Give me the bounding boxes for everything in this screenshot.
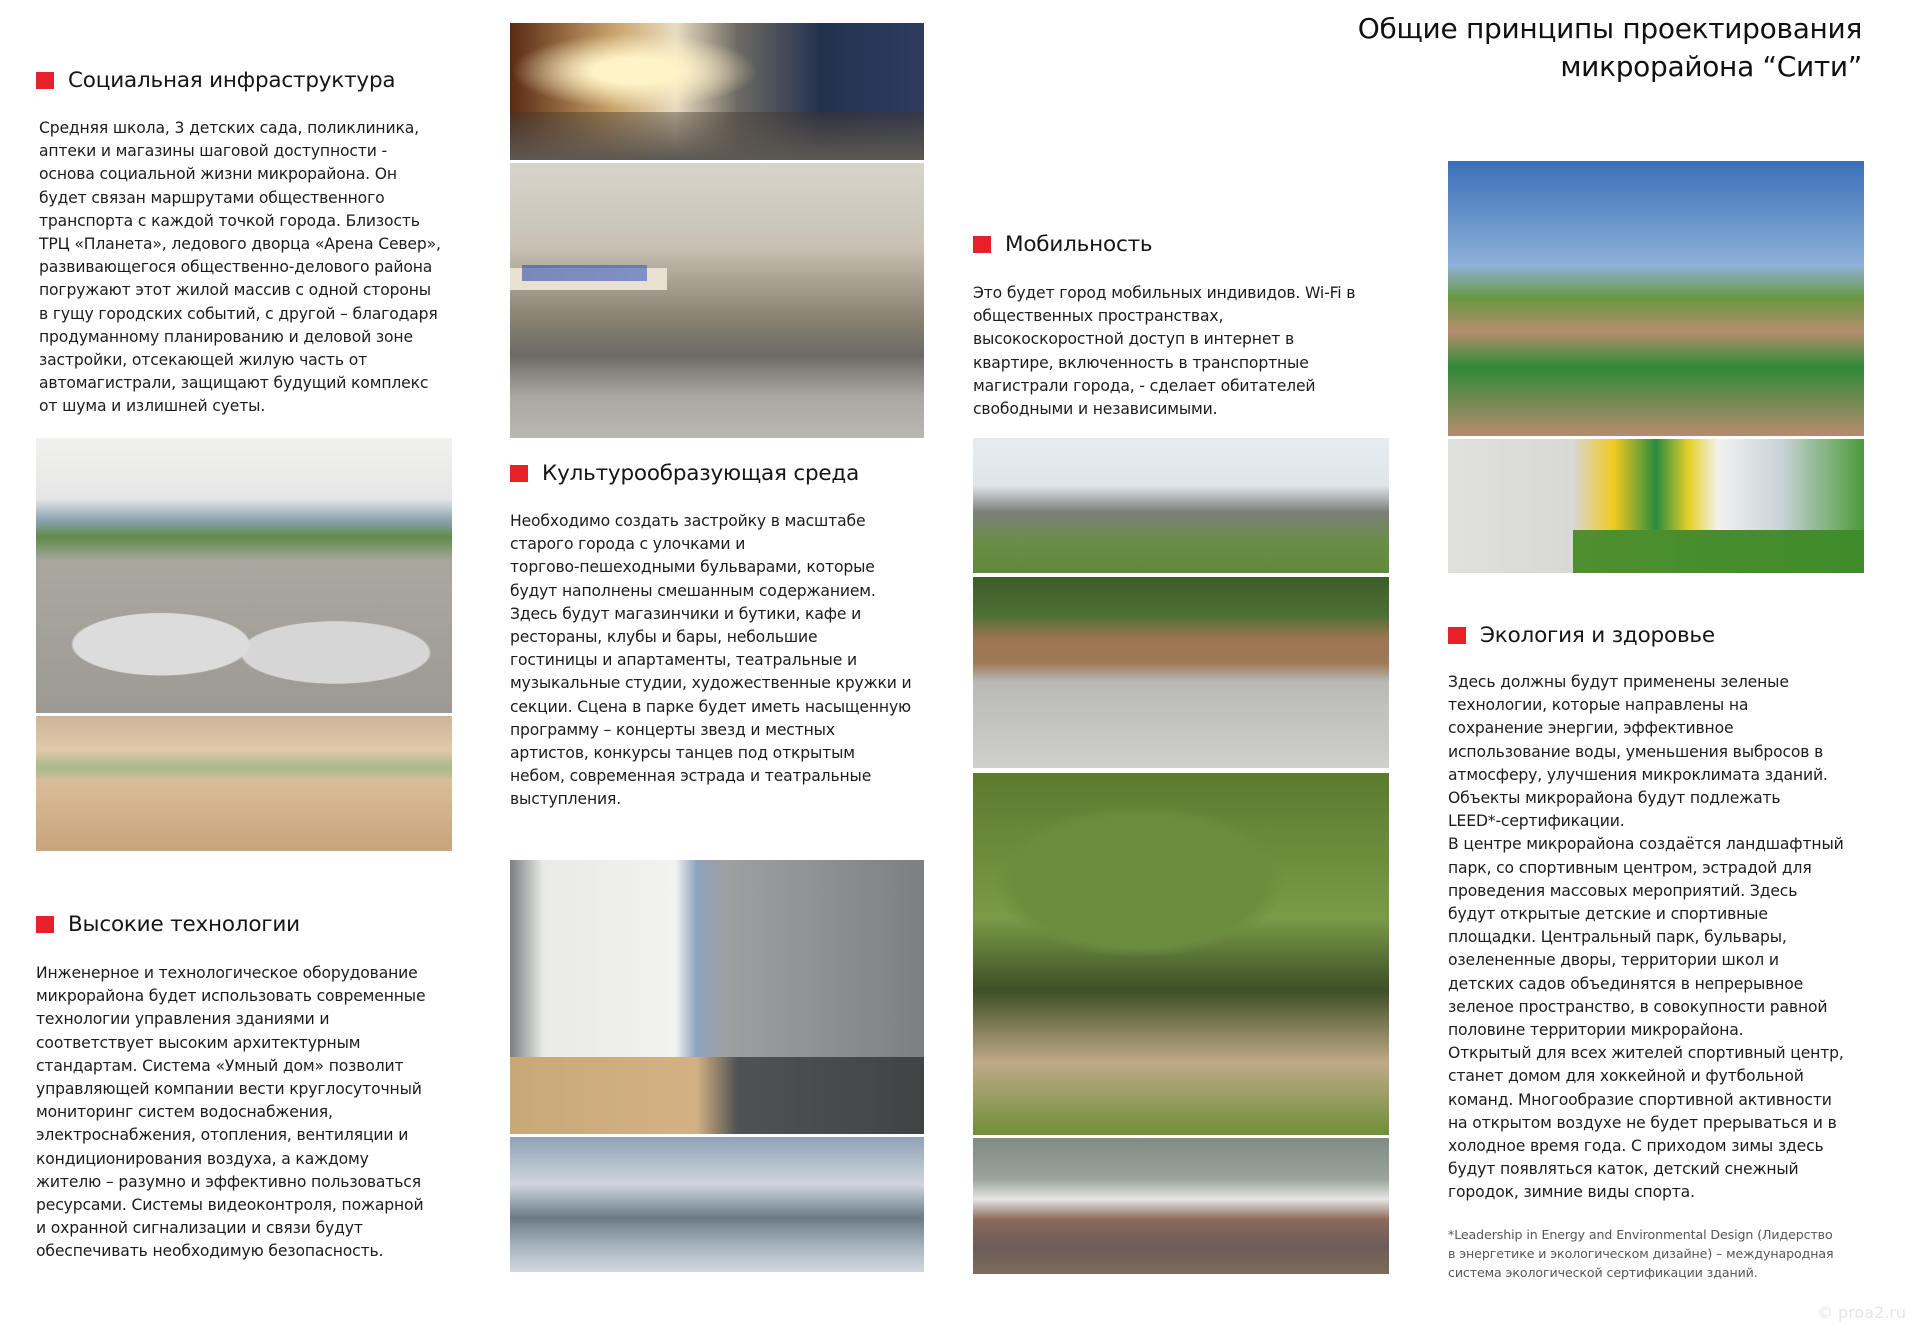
text-line: электроснабжения, отопления, вентиляции и	[36, 1126, 409, 1145]
text-line: гостиницы и апартаменты, театральные и	[510, 651, 857, 670]
text-line: транспорта с каждой точкой города. Близость	[39, 211, 420, 230]
section-heading-text: Мобильность	[1005, 232, 1153, 257]
section-body-social	[39, 117, 441, 419]
text-line: площадки. Центральный парк, бульвары,	[1448, 928, 1787, 947]
text-line: Здесь будут магазинчики и бутики, кафе и	[510, 604, 862, 623]
text-line: Средняя школа, 3 детских сада, поликлиника,	[39, 119, 419, 137]
photo-night-street	[510, 23, 924, 160]
text-line: основа социальной жизни микрорайона. Он	[39, 165, 397, 184]
red-square-bullet-icon	[973, 236, 991, 253]
section-body-mobility	[973, 282, 1355, 421]
text-line: LEED*-сертификации.	[1448, 812, 1625, 831]
text-line: секции. Сцена в парке будет иметь насыщенную	[510, 697, 912, 716]
text-line: старого города с улочками и	[510, 535, 746, 554]
text-line: небом, современная эстрада и театральные	[510, 767, 872, 786]
text-line: парк, со спортивным центром, эстрадой для	[1448, 858, 1812, 877]
text-line: обеспечивать необходимую безопасность.	[36, 1242, 384, 1261]
text-line: будет связан маршрутами общественного	[39, 188, 385, 207]
page-title	[1358, 10, 1862, 86]
text-line: Объекты микрорайона будут подлежать	[1448, 789, 1781, 808]
text-line: будут открытые детские и спортивные	[1448, 905, 1768, 924]
section-heading-text: Культурообразующая среда	[542, 461, 860, 486]
text-line: сохранение энергии, эффективное	[1448, 719, 1734, 738]
text-line: свободными и независимыми.	[973, 400, 1218, 419]
text-line: в энергетике и экологическом дизайне) – международная	[1448, 1246, 1834, 1261]
text-line: атмосферу, улучшения микроклимата зданий.	[1448, 765, 1828, 784]
text-line: Необходимо создать застройку в масштабе	[510, 512, 866, 530]
photo-residential-field	[973, 438, 1389, 573]
text-line: будут появляться каток, детский снежный	[1448, 1160, 1799, 1179]
text-line: квартире, включенность в транспортные	[973, 353, 1309, 372]
text-line: зеленое пространство, в совокупности равной	[1448, 997, 1828, 1016]
text-line: соответствует высоким архитектурным	[36, 1033, 361, 1052]
text-line: высокоскоростной доступ в интернет в	[973, 330, 1295, 349]
red-square-bullet-icon	[510, 465, 528, 482]
text-line: жителю – разумно и эффективно пользоваться	[36, 1172, 421, 1191]
text-line: городок, зимние виды спорта.	[1448, 1183, 1695, 1202]
text-line: и охранной сигнализации и связи будут	[36, 1219, 363, 1238]
photo-tree-alley	[973, 773, 1389, 1135]
section-heading-ecology	[1448, 623, 1715, 648]
section-body-ecology	[1448, 671, 1844, 1205]
watermark: © proa2.ru	[1816, 1303, 1906, 1322]
text-line: микрорайона будет использовать современные	[36, 987, 426, 1006]
text-line: программу – концерты звезд и местных	[510, 720, 835, 739]
text-line: ресурсами. Системы видеоконтроля, пожарной	[36, 1196, 424, 1215]
text-line: музыкальные студии, художественные кружки и	[510, 674, 912, 693]
section-heading-mobility	[973, 232, 1152, 257]
text-line: выступления.	[510, 790, 622, 809]
text-line: Это будет город мобильных индивидов. Wi-Fi в	[973, 284, 1356, 302]
text-line: развивающегося общественно-делового района	[39, 258, 433, 277]
text-line: Инженерное и технологическое оборудование	[36, 964, 418, 982]
text-line: погружают этот жилой массив с одной стороны	[39, 281, 431, 300]
text-line: станет домом для хоккейной и футбольной	[1448, 1067, 1804, 1086]
section-heading-text: Экология и здоровье	[1480, 623, 1715, 648]
text-line: Открытый для всех жителей спортивный центр,	[1448, 1044, 1844, 1063]
photo-park-concert	[973, 1138, 1389, 1274]
text-line: технологии управления зданиями и	[36, 1010, 330, 1029]
text-line: торгово-пешеходными бульварами, которые	[510, 558, 875, 577]
section-heading-text: Социальная инфраструктура	[68, 68, 396, 93]
photo-green-ramp	[1448, 161, 1864, 436]
text-line: артистов, конкурсы танцев под открытым	[510, 744, 855, 763]
text-line: проведения массовых мероприятий. Здесь	[1448, 881, 1798, 900]
photo-residential-buildings	[510, 860, 924, 1134]
leed-footnote	[1448, 1225, 1833, 1282]
section-heading-hightech	[36, 912, 300, 937]
photo-sports-hall	[36, 716, 452, 851]
section-heading-text: Высокие технологии	[68, 912, 300, 937]
text-line: Здесь должны будут применены зеленые	[1448, 673, 1789, 691]
text-line: технологии, которые направлены на	[1448, 696, 1749, 715]
section-body-culture	[510, 510, 912, 812]
text-line: половине территории микрорайона.	[1448, 1021, 1744, 1040]
text-line: магистрали города, - сделает обитателей	[973, 376, 1316, 395]
text-line: управляющей компании вести круглосуточный	[36, 1080, 422, 1099]
text-line: система экологической сертификации зданий.	[1448, 1265, 1758, 1280]
text-line: В центре микрорайона создаётся ландшафтный	[1448, 835, 1844, 854]
page-title-line-2: микрорайона “Сити”	[1560, 50, 1862, 83]
text-line: продуманному планированию и деловой зоне	[39, 327, 413, 346]
text-line: холодное время года. С приходом зимы здесь	[1448, 1137, 1824, 1156]
text-line: застройки, отсекающей жилую часть от	[39, 351, 368, 370]
text-line: кондиционирования воздуха, а каждому	[36, 1149, 369, 1168]
section-body-hightech	[36, 962, 425, 1264]
text-line: общественных пространствах,	[973, 307, 1224, 326]
text-line: в гущу городских событий, с другой – благодаря	[39, 304, 438, 323]
text-line: мониторинг систем водоснабжения,	[36, 1103, 333, 1122]
red-square-bullet-icon	[36, 72, 54, 89]
text-line: команд. Многообразие спортивной активности	[1448, 1090, 1832, 1109]
photo-climbing-wall	[1448, 439, 1864, 573]
red-square-bullet-icon	[36, 916, 54, 933]
photo-people-benches	[973, 577, 1389, 768]
text-line: стандартам. Система «Умный дом» позволит	[36, 1056, 404, 1075]
section-heading-social	[36, 68, 395, 93]
text-line: рестораны, клубы и бары, небольшие	[510, 628, 818, 647]
photo-plaza-pebbles	[36, 438, 452, 713]
page-title-line-1: Общие принципы проектирования	[1357, 12, 1862, 45]
text-line: озелененные дворы, территории школ и	[1448, 951, 1779, 970]
text-line: будут наполнены смешанным содержанием.	[510, 581, 876, 600]
section-heading-culture	[510, 461, 859, 486]
text-line: детских садов объединятся в непрерывное	[1448, 974, 1804, 993]
text-line: на открытом воздухе не будет прерываться и в	[1448, 1113, 1837, 1132]
photo-street-cafe	[510, 163, 924, 438]
text-line: использование воды, уменьшения выбросов в	[1448, 742, 1824, 761]
text-line: аптеки и магазины шаговой доступности -	[39, 142, 388, 161]
red-square-bullet-icon	[1448, 627, 1466, 644]
photo-atrium-escalators	[510, 1137, 924, 1272]
text-line: ТРЦ «Планета», ледового дворца «Арена Север»,	[39, 235, 441, 254]
text-line: автомагистрали, защищают будущий комплекс	[39, 374, 429, 393]
text-line: *Leadership in Energy and Environmental Design (Лидерство	[1448, 1227, 1833, 1242]
text-line: от шума и излишней суеты.	[39, 397, 266, 416]
